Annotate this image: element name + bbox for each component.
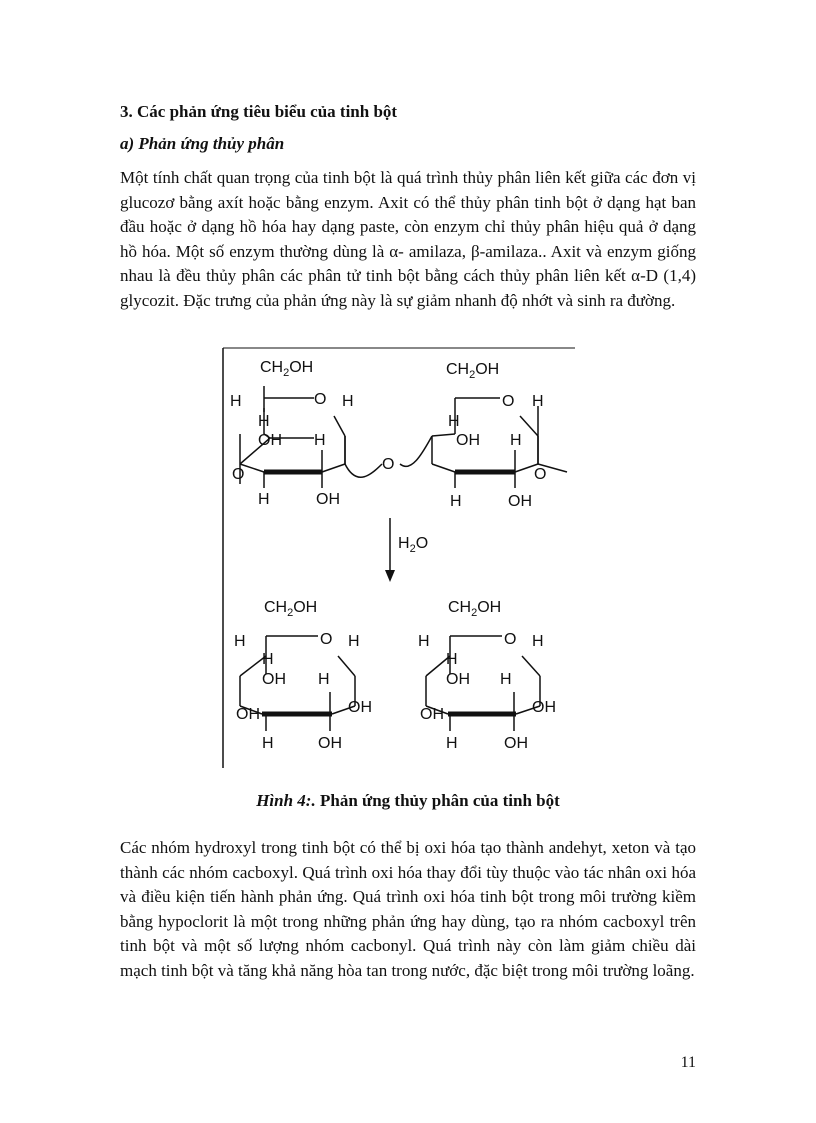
glycosidic-oxygen-label: O	[232, 466, 245, 483]
h-label: H	[258, 413, 270, 430]
h-label: H	[446, 735, 458, 752]
glycosidic-bridge-left	[345, 464, 382, 477]
oh-label: OH	[316, 491, 340, 508]
reaction-arrow-head	[385, 570, 395, 582]
figure-caption-text: Phản ứng thủy phân của tinh bột	[315, 791, 560, 810]
h-label: H	[230, 393, 242, 410]
figure-caption	[120, 791, 696, 811]
oh-label: OH	[508, 493, 532, 510]
oh-label: OH	[236, 706, 260, 723]
oh-label: OH	[258, 432, 282, 449]
oh-label: OH	[262, 671, 286, 688]
oxidation-paragraph: Các nhóm hydroxyl trong tinh bột có thể bị oxi hóa tạo thành andehyt, xeton và tạo thành các nhóm cacboxyl. Quá trình oxi hóa thay đổi tùy thuộc vào tác nhân oxi hóa và điều kiện tiến hành phản ứng. Quá trình oxi hóa tinh bột trong môi trường kiềm bằng hypoclorit là một trong những phản ứng hay dùng, tạo ra nhóm cacboxyl trên tinh bột và một số lượng nhóm cacbonyl. Quá trình này còn làm giảm chiều dài mạch tinh bột và tăng khả năng hòa tan trong nước, đặc biệt trong môi trường loãng.	[120, 838, 696, 980]
oh-label: OH	[504, 735, 528, 752]
oh-label: OH	[348, 699, 372, 716]
ring-oxygen-label: O	[502, 393, 515, 410]
h-label: H	[418, 633, 430, 650]
ring-oxygen-label: O	[504, 631, 517, 648]
h-label: H	[262, 735, 274, 752]
h-label: H	[348, 633, 360, 650]
glycosidic-oxygen-label: O	[534, 466, 547, 483]
glycosidic-bridge-right	[400, 436, 432, 466]
h-label: H	[314, 432, 326, 449]
oh-label: OH	[456, 432, 480, 449]
oh-label: OH	[532, 699, 556, 716]
reagent-label: $H_2O$	[398, 535, 429, 555]
h-label: H	[234, 633, 246, 650]
hydrolysis-diagram	[222, 346, 577, 768]
ring-oxygen-label: O	[314, 391, 327, 408]
subsection-heading: a) Phản ứng thủy phân	[120, 134, 285, 153]
h-label: H	[262, 651, 274, 668]
oh-label: OH	[420, 706, 444, 723]
h-label: H	[342, 393, 354, 410]
h-label: H	[258, 491, 270, 508]
ch2oh-label: $CH_2OH$	[448, 599, 502, 619]
h-label: H	[446, 651, 458, 668]
bridging-oxygen-label: O	[382, 456, 395, 473]
h-label: H	[500, 671, 512, 688]
hydrolysis-figure	[222, 346, 577, 768]
h-label: H	[510, 432, 522, 449]
h-label: H	[450, 493, 462, 510]
h-label: H	[532, 393, 544, 410]
oh-label: OH	[446, 671, 470, 688]
ch2oh-label: $CH_2OH$	[264, 599, 318, 619]
ch2oh-label: $CH_2OH$	[260, 359, 314, 379]
figure-caption-label: Hình 4:.	[256, 791, 316, 810]
ch2oh-label: $CH_2OH$	[446, 361, 500, 381]
oh-label: OH	[318, 735, 342, 752]
page-number: 11	[680, 1054, 696, 1071]
intro-paragraph: Một tính chất quan trọng của tinh bột là quá trình thủy phân liên kết giữa các đơn vị glucozơ bằng axít hoặc bằng enzym. Axit có thể thủy phân tinh bột ở dạng hạt ban đầu hoặc ở dạng hồ hóa hay dạng paste, còn enzym chỉ thủy phân hiệu quả ở dạng hồ hóa. Một số enzym thường dùng là α- amilaza, β-amilaza.. Axit và enzym giống nhau là đều thủy phân các phân tử tinh bột bằng cách thủy phân liên kết α-D (1,4) glycozit. Đặc trưng của phản ứng này là sự giảm nhanh độ nhớt và sinh ra đường.	[120, 168, 696, 310]
section-heading: 3. Các phản ứng tiêu biểu của tinh bột	[120, 102, 398, 121]
h-label: H	[448, 413, 460, 430]
ring-oxygen-label: O	[320, 631, 333, 648]
h-label: H	[532, 633, 544, 650]
h-label: H	[318, 671, 330, 688]
